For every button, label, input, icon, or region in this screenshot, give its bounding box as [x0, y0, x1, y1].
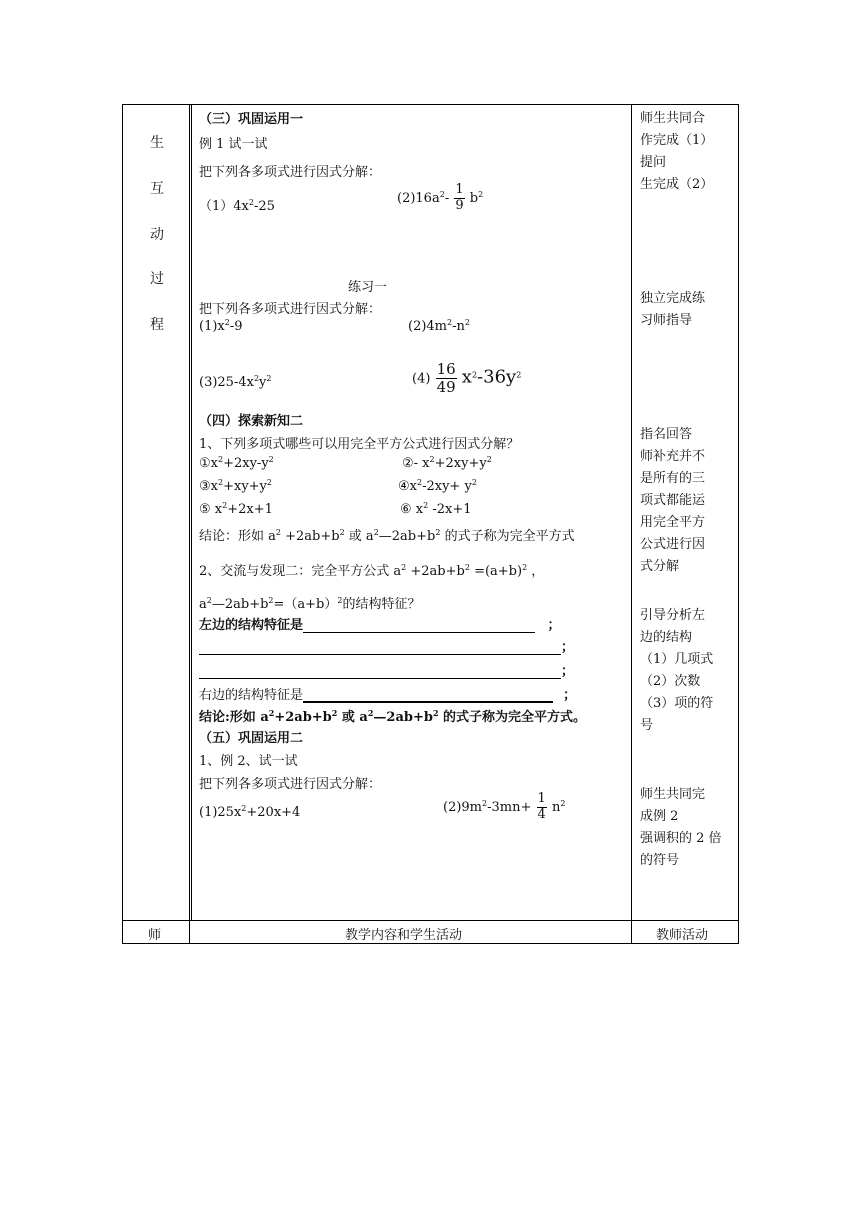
s4-conclusion-1: 结论：形如 $a^2 +2ab+b^2$ 或 $a^2—2ab+b^2$ 的式子称为完全平方式 — [199, 528, 575, 544]
left-col-char: 程 — [150, 317, 164, 333]
s3-instruction: 把下列各多项式进行因式分解： — [199, 165, 382, 180]
footer-col-3: 教师活动 — [656, 928, 709, 943]
table-col-divider-1b — [191, 104, 192, 920]
s5-problem-1: $(1)25x^2+20x+4$ — [199, 804, 301, 820]
practice-problem-2: $(2)4m^2-n^2$ — [408, 318, 470, 334]
s5-instruction: 把下列各多项式进行因式分解： — [199, 777, 382, 792]
left-col-char: 互 — [150, 181, 164, 197]
s4-item-3: $③x^2+xy+y^2$ — [199, 478, 272, 494]
table-top-border — [122, 104, 738, 105]
table-left-border — [122, 104, 123, 944]
answer-blank — [303, 618, 535, 633]
footer-col-1: 师 — [148, 928, 162, 943]
teacher-note-1: 师生共同合 作完成（1） 提问 生完成（2） — [640, 111, 714, 192]
table-bottom-border — [122, 943, 738, 944]
fraction-16-49: $\frac{16}{49}$ — [436, 360, 456, 397]
answer-blank — [303, 687, 553, 703]
fraction-one-quarter: $\frac{1}{4}$ — [537, 791, 546, 822]
s4-question-3: $a^2—2ab+b^2=(a+b)^2$的结构特征？ — [199, 596, 421, 612]
s5-problem-2: $(2)9m^2-3mn+$ $\frac{1}{4}$ $n^2$ — [443, 791, 566, 822]
s4-question-1: 1、下列多项式哪些可以用完全平方公式进行因式分解？ — [199, 437, 520, 452]
left-col-char: 动 — [150, 227, 164, 243]
section-5-title: （五）巩固运用二 — [199, 731, 304, 746]
left-structure-line: 左边的结构特征是 ； — [199, 618, 561, 633]
s4-conclusion-2: 结论:形如 $a^2+2ab+b^2$ 或 $a^2—2ab+b^2$ 的式子称为完全平方式。 — [199, 708, 587, 725]
table-footer-border — [122, 920, 738, 921]
left-col-char: 过 — [150, 271, 164, 287]
practice-problem-1: $(1)x^2-9$ — [199, 318, 243, 334]
table-right-border — [738, 104, 739, 944]
left-col-char: 生 — [150, 135, 164, 151]
s3-problem-1: $(1)4x^2-25$ — [199, 198, 275, 214]
section-3-title: （三）巩固运用一 — [199, 112, 304, 127]
answer-blank-line-1: ； — [199, 636, 574, 655]
teacher-note-4: 引导分析左 边的结构 （1）几项式 （2）次数 （3）项的符 号 — [640, 608, 714, 733]
practice-problem-3: $(3)25-4x^2y^2$ — [199, 374, 272, 390]
example-2-label: 1、例 2、试一试 — [199, 754, 298, 769]
s4-question-2: 2、交流与发现二：完全平方公式 $a^2 +2ab+b^2 =(a+b)^2$ ， — [199, 563, 545, 579]
s3-problem-2: $(2)16a^2-$ $\frac{1}{9}$ $b^2$ — [397, 182, 484, 213]
s4-item-1: $①x^2+2xy-y^2$ — [199, 455, 274, 471]
section-4-title: （四）探索新知二 — [199, 414, 304, 429]
teacher-note-5: 师生共同完 成例 2 强调积的 2 倍 的符号 — [640, 787, 722, 868]
footer-col-2: 教学内容和学生活动 — [345, 928, 463, 943]
practice-problem-4: (4) $\frac{16}{49}$ $x^2-36y^2$ — [412, 360, 522, 397]
table-col-divider-2 — [631, 104, 632, 944]
practice-1-instruction: 把下列各多项式进行因式分解： — [199, 302, 382, 317]
fraction-one-ninth: $\frac{1}{9}$ — [455, 182, 464, 213]
practice-1-title: 练习一 — [348, 280, 388, 295]
table-col-divider-1 — [189, 104, 190, 944]
example-1-label: 例 1 试一试 — [199, 137, 268, 152]
answer-blank-line-2: ； — [199, 660, 574, 679]
s4-item-2: ②- $x^2+2xy+y^2$ — [402, 455, 492, 471]
right-structure-line: 右边的结构特征是 ； — [199, 688, 577, 703]
s4-item-4: $④x^2-2xy+ y^2$ — [398, 478, 477, 494]
s4-item-6: ⑥ $x^2$ -2x+1 — [400, 501, 472, 517]
teacher-note-2: 独立完成练 习师指导 — [640, 291, 706, 328]
s4-item-5: ⑤ $x^2+2x+1$ — [199, 501, 273, 517]
teacher-note-3: 指名回答 师补充并不 是所有的三 项式都能运 用完全平方 公式进行因 式分解 — [640, 427, 706, 574]
